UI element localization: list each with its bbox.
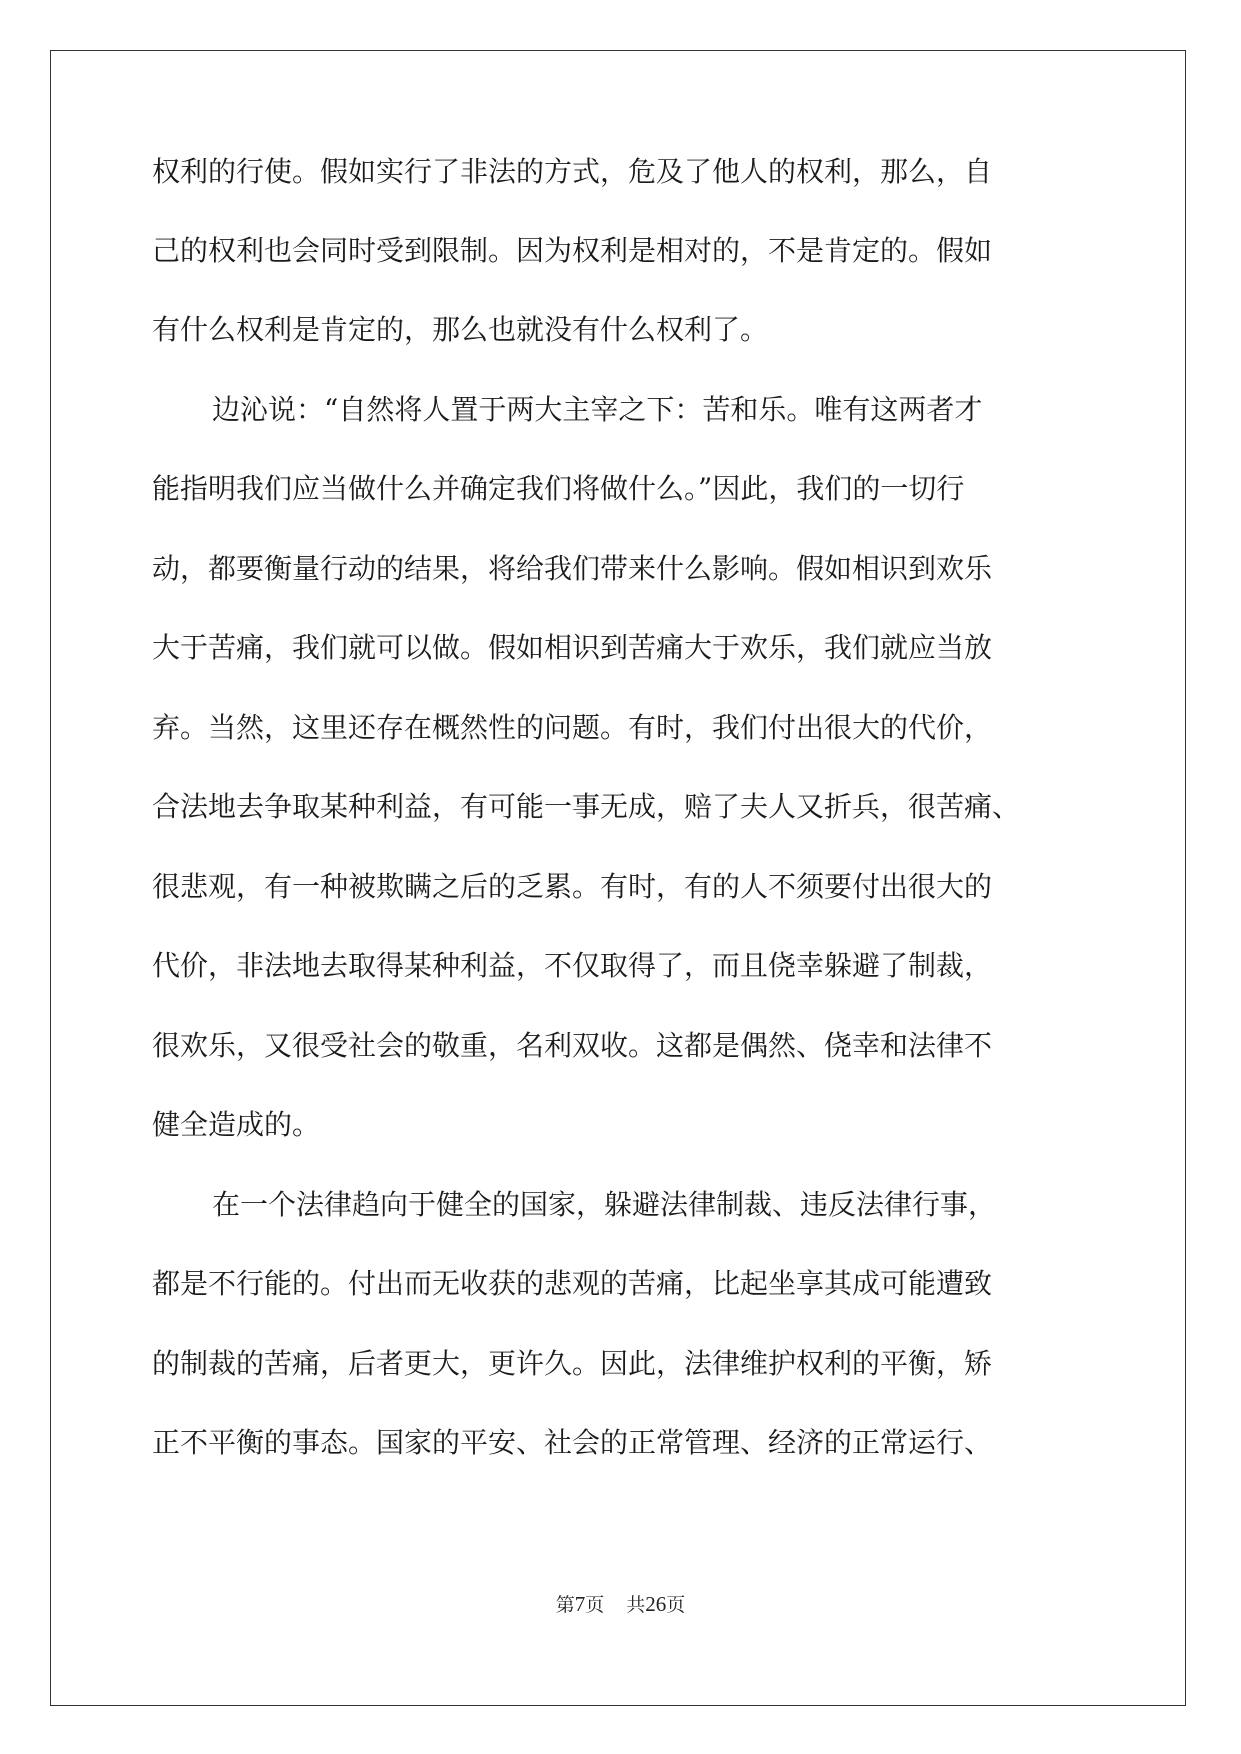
text-line-10: 很悲观，有一种被欺瞒之后的乏累。有时，有的人不须要付出很大的 <box>152 870 993 903</box>
total-suffix: 页 <box>666 1594 686 1616</box>
text-line-3: 有什么权利是肯定的，那么也就没有什么权利了。 <box>152 313 769 346</box>
total-pages: 26 <box>645 1592 667 1616</box>
text-line-12: 很欢乐，又很受社会的敬重，名利双收。这都是偶然、侥幸和法律不 <box>152 1029 993 1062</box>
page-number: 7 <box>574 1592 586 1616</box>
text-line-6: 动，都要衡量行动的结果，将给我们带来什么影响。假如相识到欢乐 <box>152 552 993 585</box>
page-footer <box>0 1590 1241 1617</box>
text-line-5: 能指明我们应当做什么并确定我们将做什么。”因此，我们的一切行 <box>152 472 965 505</box>
text-line-1: 权利的行使。假如实行了非法的方式，危及了他人的权利，那么，自 <box>152 155 993 188</box>
text-line-16: 的制裁的苦痛，后者更大，更许久。因此，法律维护权利的平衡，矫 <box>152 1347 993 1380</box>
page-prefix: 第 <box>555 1594 575 1616</box>
text-line-15: 都是不行能的。付出而无收获的悲观的苦痛，比起坐享其成可能遭致 <box>152 1267 993 1300</box>
paragraph-start-line: 边沁说：“自然将人置于两大主宰之下：苦和乐。唯有这两者才 <box>212 393 983 426</box>
text-line-11: 代价，非法地去取得某种利益，不仅取得了，而且侥幸躲避了制裁， <box>152 949 993 982</box>
paragraph-start-line: 在一个法律趋向于健全的国家，躲避法律制裁、违反法律行事， <box>212 1188 997 1221</box>
text-line-13: 健全造成的。 <box>152 1108 321 1141</box>
text-line-8: 弃。当然，这里还存在概然性的问题。有时，我们付出很大的代价， <box>152 711 993 744</box>
page-suffix: 页 <box>585 1594 605 1616</box>
text-line-17: 正不平衡的事态。国家的平安、社会的正常管理、经济的正常运行、 <box>152 1426 993 1459</box>
total-prefix: 共 <box>626 1594 646 1616</box>
text-line-7: 大于苦痛，我们就可以做。假如相识到苦痛大于欢乐，我们就应当放 <box>152 631 993 664</box>
text-line-9: 合法地去争取某种利益，有可能一事无成，赔了夫人又折兵，很苦痛、 <box>152 790 1021 823</box>
text-line-2: 己的权利也会同时受到限制。因为权利是相对的，不是肯定的。假如 <box>152 234 993 267</box>
